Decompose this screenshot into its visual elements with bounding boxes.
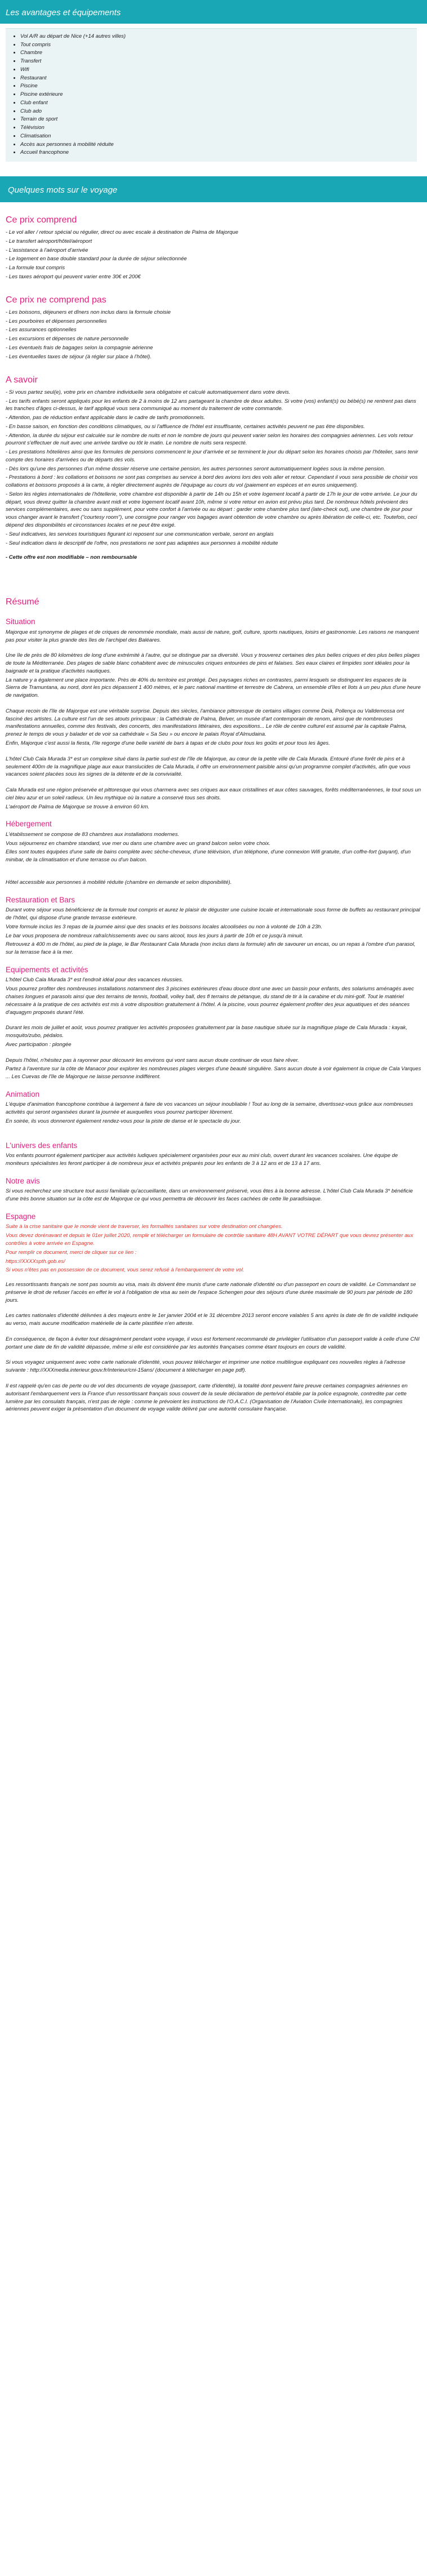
equipment-paragraph: L'hôtel Club Cala Murada 3* est l'endroit idéal pour des vacances réussies. bbox=[6, 977, 184, 984]
lodging-paragraph bbox=[6, 872, 421, 878]
feature-item: • Vol A/R au départ de Nice (+14 autres villes) bbox=[20, 33, 412, 41]
feature-item: • Accueil francophone bbox=[20, 149, 412, 157]
spain-title: Espagne bbox=[6, 1212, 36, 1221]
restaurant-paragraph: Votre formule inclus les 3 repas de la journée ainsi que des snacks et les boissons locales alcoolisées ou non à volonté de 10h à 23h. bbox=[6, 923, 323, 930]
spain-paragraph bbox=[6, 1329, 421, 1334]
spain-paragraph: Il est rappelé qu'en cas de perte ou de vol des documents de voyage (passeport, carte d'identité), la totalité dont peuvent faire preuve certaines compagnies aériennes en autorisant l'embarquement vers la France d'un ressortissant français sous couvert de la seule déclaration de perte/vol établie par la police espagnole, contredite par cette lumière par les consulats français, n'est pas de règle : comme le prévoient les instructions de l'O.A.C.I. (Organisation de l'Aviation Civile Internationale), les compagnies aériennes peuvent exiger la présentation d'un document de voyage valide délivré par une autorité consulaire française. bbox=[6, 1382, 408, 1413]
situation-paragraph bbox=[6, 749, 421, 754]
situation-title: Situation bbox=[6, 617, 35, 626]
equipment-paragraph: Durant les mois de juillet et août, vous pourrez pratiquer les activités proposées gratuitement par la base nautique située sur la magnifique plage de Cala Murada : kayak, mosquito/zubo, pédalos. bbox=[6, 1025, 407, 1039]
price-excluded-list bbox=[6, 309, 421, 361]
to-know-paragraph: - Attention, pas de réduction enfant applicable dans le cadre de tarifs promotionnels. bbox=[6, 415, 206, 421]
price-excluded-title: Ce prix ne comprend pas bbox=[6, 295, 106, 305]
situation-paragraph bbox=[6, 780, 421, 785]
equipment-paragraph bbox=[6, 1017, 421, 1023]
situation-paragraph bbox=[6, 645, 421, 651]
kids-title: L'univers des enfants bbox=[6, 1141, 78, 1150]
equipment-paragraph: Avec participation : plongée bbox=[6, 1041, 72, 1048]
animation-paragraph: L'équipe d'animation francophone contribue à largement à faire de vos vacances un séjour inoubliable ! Tout au long de la semaine, divertissez-vous grâce aux nombreuses activités qui seront organisées durant la journée et auxquelles vous pourrez participer librement. bbox=[6, 1101, 413, 1116]
price-included-item: - La formule tout compris bbox=[6, 265, 65, 272]
spain-paragraph: Si vous voyagez uniquement avec votre carte nationale d'identité, vous pouvez télécharger et imprimer une notice multilingue expliquant ces nouvelles règles à l'adresse suivante : http://XXXmedia.interieur.gouv.fr/interieur/cni-15ans/ (document à télécharger en page pdf). bbox=[6, 1359, 406, 1374]
feature-item: • Tout compris bbox=[20, 41, 412, 49]
price-included-item: - Le transfert aéroport/hôtel/aéroport bbox=[6, 238, 92, 244]
price-included-title: Ce prix comprend bbox=[6, 215, 77, 225]
spain-paragraph: En conséquence, de façon à éviter tout désagrément pendant votre voyage, il vous est fortement recommandé de privilégier l'utilisation d'un passeport valide à celle d'une CNI portant une date de fin de validité dépassée, même si elle est considérée par les autorités françaises comme étant toujours en cours de validité. bbox=[6, 1336, 420, 1350]
trip-band-title: Quelques mots sur le voyage bbox=[8, 185, 118, 195]
situation-paragraph: Cala Murada est une région préservée et pittoresque qui vous charmera avec ses criques aux eaux cristallines et aux côtes sauvages, forêts méditerranéennes, le tout sous un ciel bleu azur et un soleil radieux. Un lieu mythique où la nature a conservé tous ses droits. bbox=[6, 787, 421, 801]
situation-paragraph: L'aéroport de Palma de Majorque se trouve à environ 60 km. bbox=[6, 803, 150, 810]
spain-alert-paragraph: Si vous n'êtes pas en possession de ce document, vous serez refusé à l'embarquement de votre vol. bbox=[6, 1267, 244, 1274]
to-know-paragraph: - Seul indicatives, les services touristiques figurant ici reposent sur une communication verbale, seront en anglais bbox=[6, 531, 274, 537]
spain-alert-paragraph: Pour remplir ce document, merci de cliquer sur ce lien : bbox=[6, 1249, 137, 1256]
price-excluded-item: - Les éventuels frais de bagages selon la compagnie aérienne bbox=[6, 345, 153, 352]
lodging-paragraph: Vous séjournerez en chambre standard, vue mer ou dans une chambre avec un grand balcon selon votre choix. bbox=[6, 840, 271, 847]
to-know-paragraph: - Les prestations hôtelières ainsi que les formules de pensions commencent le jour d'arrivée et se terminent le jour du départ selon les horaires choisis par l'hôtelier, sans tenir compte des horaires d'arrivées ou de départs des vols. bbox=[6, 449, 419, 463]
spain-alert-paragraph: https://XXXXspth.gob.es/ bbox=[6, 1258, 65, 1265]
features-list bbox=[10, 33, 412, 157]
lodging-paragraph: Hôtel accessible aux personnes à mobilité réduite (chambre en demande et selon disponibilité). bbox=[6, 879, 232, 886]
spain-paragraph: Les cartes nationales d'identité délivrées à des majeurs entre le 1er janvier 2004 et le 31 décembre 2013 seront encore valables 5 ans après la date de fin de validité indiquée au verso, mais aucune modification matérielle de la carte plastifiée n'en atteste. bbox=[6, 1313, 419, 1327]
restaurant-paragraph: Retrouvez à 400 m de l'hôtel, au pied de la plage, le Bar Restaurant Cala Murada (non inclus dans la formule) afin de savourer un encas, ou un repas à l'ombre d'un parasol, sur la terrasse face à la mer. bbox=[6, 941, 416, 956]
feature-item: • Chambre bbox=[20, 49, 412, 57]
to-know-paragraph: - Selon les règles internationales de l'hôtellerie, votre chambre est disponible à partir de 14h ou 15h et votre logement locatif à partir de 17h le jour de votre arrivée. Le jour du départ, vous devez quitter la chambre avant midi et votre logement locatif avant 10h, même si votre retour en avion est prévu plus tard. De nombreux hôtels prévoient des services complémentaires, avec ou sans supplément, pour votre confort à l'arrivée ou au départ : garder votre chambre plus tard (late-check out), une chambre de jour pour vous changer avant le transfert ("courtesy room"), une consigne pour ranger vos bagages avant obtention de votre chambre ou après libération de celle-ci, etc. Toutefois, ceci dépend des disponibilités et circonstances locales et ne peut être exigé. bbox=[6, 491, 417, 528]
to-know-list bbox=[6, 389, 421, 548]
spain-paragraph bbox=[6, 1376, 421, 1381]
to-know-paragraph: - Les tarifs enfants seront appliqués pour les enfants de 2 à moins de 12 ans partageant la chambre de deux adultes. Si votre (vos) enfant(s) ou bébé(s) ne rentrent pas dans les tranches d'âges ci-dessus, le tarif appliqué vous sera communiqué au moment du traitement de votre commande. bbox=[6, 398, 416, 412]
price-included-item: - Les taxes aéroport qui peuvent varier entre 30€ et 200€ bbox=[6, 274, 141, 280]
non-refundable-note: - Cette offre est non modifiable – non remboursable bbox=[6, 554, 137, 561]
kids-text bbox=[6, 1152, 421, 1168]
equipment-paragraph: Depuis l'hôtel, n'hésitez pas à rayonner pour découvrir les environs qui vont sans aucun doute continuer de vous faire rêver. bbox=[6, 1057, 299, 1064]
spain-paragraph bbox=[6, 1352, 421, 1358]
spain-alert-text bbox=[6, 1223, 421, 1274]
trip-band bbox=[0, 176, 427, 202]
restaurant-paragraph: Le bar vous proposera de nombreux rafraîchissements avec ou sans alcool, tous les jours à partir de 10h et ce jusqu'à minuit. bbox=[6, 932, 304, 939]
features-box bbox=[6, 28, 417, 162]
to-know-paragraph: - Dès lors qu'une des personnes d'un même dossier réserve une certaine pension, les autres personnes seront automatiquement logées sous la même pension. bbox=[6, 465, 385, 472]
feature-item: • Club enfant bbox=[20, 99, 412, 107]
price-excluded-item: - Les assurances optionnelles bbox=[6, 327, 77, 333]
lodging-paragraph: L'établissement se compose de 83 chambres aux installations modernes. bbox=[6, 831, 180, 838]
situation-text bbox=[6, 629, 421, 811]
price-excluded-item: - Les boissons, déjeuners et dîners non inclus dans la formule choisie bbox=[6, 309, 171, 315]
notice-text bbox=[6, 1187, 421, 1203]
summary-title: Résumé bbox=[6, 597, 39, 607]
lodging-paragraph bbox=[6, 865, 421, 871]
animation-paragraph: En soirée, ils vous donneront également rendez-vous pour la piste de danse et le spectacle du jour. bbox=[6, 1118, 241, 1124]
feature-item: • Restaurant bbox=[20, 74, 412, 82]
situation-paragraph: L'hôtel Club Cala Murada 3* est un complexe situé dans la partie sud-est de l'île de Majorque, au cœur de la petite ville de Cala Murada. Entouré d'une forêt de pins et à seulement 400m de la magnifique plage aux eaux translucides de Cala Murada, il offre un environnement paisible ainsi qu'un programme complet d'activités, afin que vous vacances soient placées sous les signes de la détente et de la convivialité. bbox=[6, 755, 411, 778]
price-included-list bbox=[6, 229, 421, 281]
feature-item: • Climatisation bbox=[20, 132, 412, 140]
price-excluded-item: - Les pourboires et dépenses personnelles bbox=[6, 318, 107, 324]
equipment-text bbox=[6, 976, 421, 1080]
notice-paragraph: Si vous recherchez une structure tout aussi familiale qu'accueillante, dans un environnement préservé, vous êtes à la bonne adresse. L'hôtel Club Cala Murada 3* bénéficie d'une très bonne situation sur la côte est de Majorque ce qui vous permettra de découvrir les faces cachées de cette île paradisiaque. bbox=[6, 1188, 413, 1203]
feature-item: • Club ado bbox=[20, 108, 412, 115]
price-excluded-item: - Les éventuelles taxes de séjour (à régler sur place à l'hôtel). bbox=[6, 353, 152, 360]
feature-item: • Terrain de sport bbox=[20, 115, 412, 123]
lodging-paragraph: Elles sont toutes équipées d'une salle de bains complète avec sèche-cheveux, d'une télévision, d'un téléphone, d'une connexion Wifi gratuite, d'un coffre-fort (payant), d'un minibar, de la climatisation et d'une terrasse ou d'un balcon. bbox=[6, 849, 411, 864]
situation-paragraph: Chaque recoin de l'île de Majorque est une véritable surprise. Depuis des siècles, l'ambiance pittoresque de certains villages comme Deià, Pollença ou Valldemossa ont fasciné des artistes. La culture est l'un de ses atouts principaux : la Cathédrale de Palma, Belver, un musée d'art contemporain de renom, ainsi que de nombreuses manifestations annuelles, comme des festivals, des concerts, des manifestations littéraires, des expositions... Le rôle de centre culturel est assumé par la capitale Palma, prenez le temps de vous y balader et de voir sa cathédrale « Sa Seu » ou encore le palais Royal d'Almudaina. bbox=[6, 708, 407, 738]
to-know-paragraph: - Si vous partez seul(e), votre prix en chambre individuelle sera obligatoire et calculé automatiquement dans votre devis. bbox=[6, 389, 291, 395]
spain-paragraph: Les ressortissants français ne sont pas soumis au visa, mais ils doivent être munis d'une carte nationale d'identité ou d'un passeport en cours de validité. Le Commandant se préserve le droit de refuser l'accès en effet le vol à l'obligation de visa au sein de l'espace Schengen pour des séjours d'une durée maximale de 90 jours par période de 180 jours. bbox=[6, 1282, 416, 1303]
equipment-paragraph: Partez à l'aventure sur la côte de Manacor pour explorer les nombreuses plages vierges d'une beauté singulière. Sans aucun doute à voir également la crique de Cala Varques ... Les Cuevas de l'île de Majorque ne laisse personne indifférent. bbox=[6, 1066, 421, 1080]
feature-item: • Accès aux personnes à mobilité réduite bbox=[20, 141, 412, 149]
spain-text bbox=[6, 1281, 421, 1413]
equipment-paragraph bbox=[6, 1050, 421, 1056]
animation-text bbox=[6, 1101, 421, 1125]
price-included-item: - Le vol aller / retour spécial ou régulier, direct ou avec escale à destination de Palma de Majorque bbox=[6, 229, 238, 236]
situation-paragraph: Majorque est synonyme de plages et de criques de renommée mondiale, mais aussi de nature, golf, culture, sports nautiques, loisirs et gastronomie. Les raisons ne manquent pas pour visiter la plus grande des îles de l'archipel des Baléares. bbox=[6, 629, 419, 643]
lodging-text bbox=[6, 831, 421, 887]
notice-title: Notre avis bbox=[6, 1176, 40, 1185]
equipment-title: Equipements et activités bbox=[6, 965, 88, 974]
features-band bbox=[0, 0, 427, 24]
to-know-paragraph: - Seul indication dans le descriptif de l'offre, nos prestations ne sont pas adaptées aux personnes à mobilité réduite bbox=[6, 540, 278, 546]
lodging-title: Hébergement bbox=[6, 820, 52, 829]
restaurant-title: Restauration et Bars bbox=[6, 895, 75, 904]
situation-paragraph bbox=[6, 701, 421, 706]
to-know-title: A savoir bbox=[6, 375, 38, 385]
trip-content bbox=[0, 202, 427, 1431]
to-know-paragraph: - Attention, la durée du séjour est calculée sur le nombre de nuits et non le nombre de jours qui peuvent varier selon les horaires des compagnies aériennes. Les vols retour pourront s'effectuer de nuit avec une arrivée tardive ou tôt le matin. Le nombre de nuits sera respecté. bbox=[6, 432, 413, 447]
price-included-item: - Le logement en base double standard pour la durée de séjour sélectionnée bbox=[6, 256, 187, 263]
spain-paragraph bbox=[6, 1305, 421, 1311]
features-band-title: Les avantages et équipements bbox=[6, 8, 121, 17]
price-excluded-item: - Les excursions et dépenses de nature personnelle bbox=[6, 336, 129, 342]
to-know-paragraph: - En basse saison, en fonction des conditions climatiques, ou si l'affluence de l'hôtel est insuffisante, certaines activités peuvent ne pas être disponibles. bbox=[6, 423, 365, 430]
feature-item: • Transfert bbox=[20, 57, 412, 65]
situation-paragraph: La nature y a également une place importante. Près de 40% du territoire est protégé. Des paysages riches en contrastes, parmi lesquels se distinguent les espaces de la Sierra de Tramuntana, au nord, dont les pics dépassent 1 400 mètres, et le parc national maritime et terrestre de Cabrera, un ensemble d'îles et îlots à un peu plus d'une heure de navigation. bbox=[6, 677, 421, 699]
equipment-paragraph: Vous pourrez profiter des nombreuses installations notamment des 3 piscines extérieures d'eau douce dont une avec un bassin pour enfants, des solariums aménagés avec chaises longues et parasols ainsi que des terrains de tennis, football, volley ball, des fl terrains de pétanque, du stand de tir à la carabine et du mini-golf. Tout le matériel nécessaire à la pratique de ces activités est mis à votre disposition gratuitement à l'hôtel. A la piscine, vous pourrez également profiter des jeux aquatiques et des séances d'aquagym proposés durant l'été. bbox=[6, 986, 414, 1016]
to-know-paragraph: - Prestations à bord : les collations et boissons ne sont pas comprises au service à bord des avions lors des vols aller et retour. Cependant il vous sera possible de choisir vos collations et boissons proposés à la carte, à régler directement auprès de l'équipage au cours du vol (paiement en espèces et en euros uniquement). bbox=[6, 474, 418, 489]
spain-alert-paragraph: Vous devez dorénavant et depuis le 01er juillet 2020, remplir et télécharger un formulaire de contrôle sanitaire 48H AVANT VOTRE DÉPART que vous devrez présenter aux contrôles à votre arrivée en Espagne. bbox=[6, 1233, 413, 1247]
feature-item: • Piscine bbox=[20, 82, 412, 90]
situation-paragraph: Une île de près de 80 kilomètres de long d'une extrémité à l'autre, qui se distingue par sa diversité. Vous y trouverez certaines des plus belles criques et des plus belles plages de toute la Méditerranée. Des plages de sable blanc cohabitent avec de minuscules criques entourées de pins et falaises. Ses eaux claires et limpides sont idéales pour la baignade et la pratique d'activités nautiques. bbox=[6, 652, 420, 674]
animation-title: Animation bbox=[6, 1089, 40, 1098]
restaurant-paragraph: Durant votre séjour vous bénéficierez de la formule tout compris et aurez le plaisir de déguster une cuisine locale et internationale sous forme de buffets au restaurant principal de l'hôtel, qui dispose d'une grande terrasse extérieure. bbox=[6, 907, 420, 922]
spain-alert-paragraph: Suite à la crise sanitaire que le monde vient de traverser, les formalités sanitaires sur votre destination ont changées. bbox=[6, 1224, 283, 1230]
feature-item: • Télévision bbox=[20, 124, 412, 132]
price-included-item: - L'assistance à l'aéroport d'arrivée bbox=[6, 247, 88, 253]
kids-paragraph: Vos enfants pourront également participer aux activités ludiques spécialement organisées pour eux au mini club, ouvert durant les vacances scolaires. Une équipe de moniteurs spécialistes les feront participer à de nombreux jeux et activités préparés pour les enfants de 3 à 12 ans et de 13 à 17 ans. bbox=[6, 1153, 398, 1167]
feature-item: • Wifi bbox=[20, 66, 412, 74]
restaurant-text bbox=[6, 906, 421, 956]
feature-item: • Piscine extérieure bbox=[20, 91, 412, 99]
situation-paragraph: Enfin, Majorque c'est aussi la fiesta, l'île regorge d'une belle variété de bars à tapas et de clubs pour tous les goûts et pour tous les âges. bbox=[6, 740, 330, 746]
